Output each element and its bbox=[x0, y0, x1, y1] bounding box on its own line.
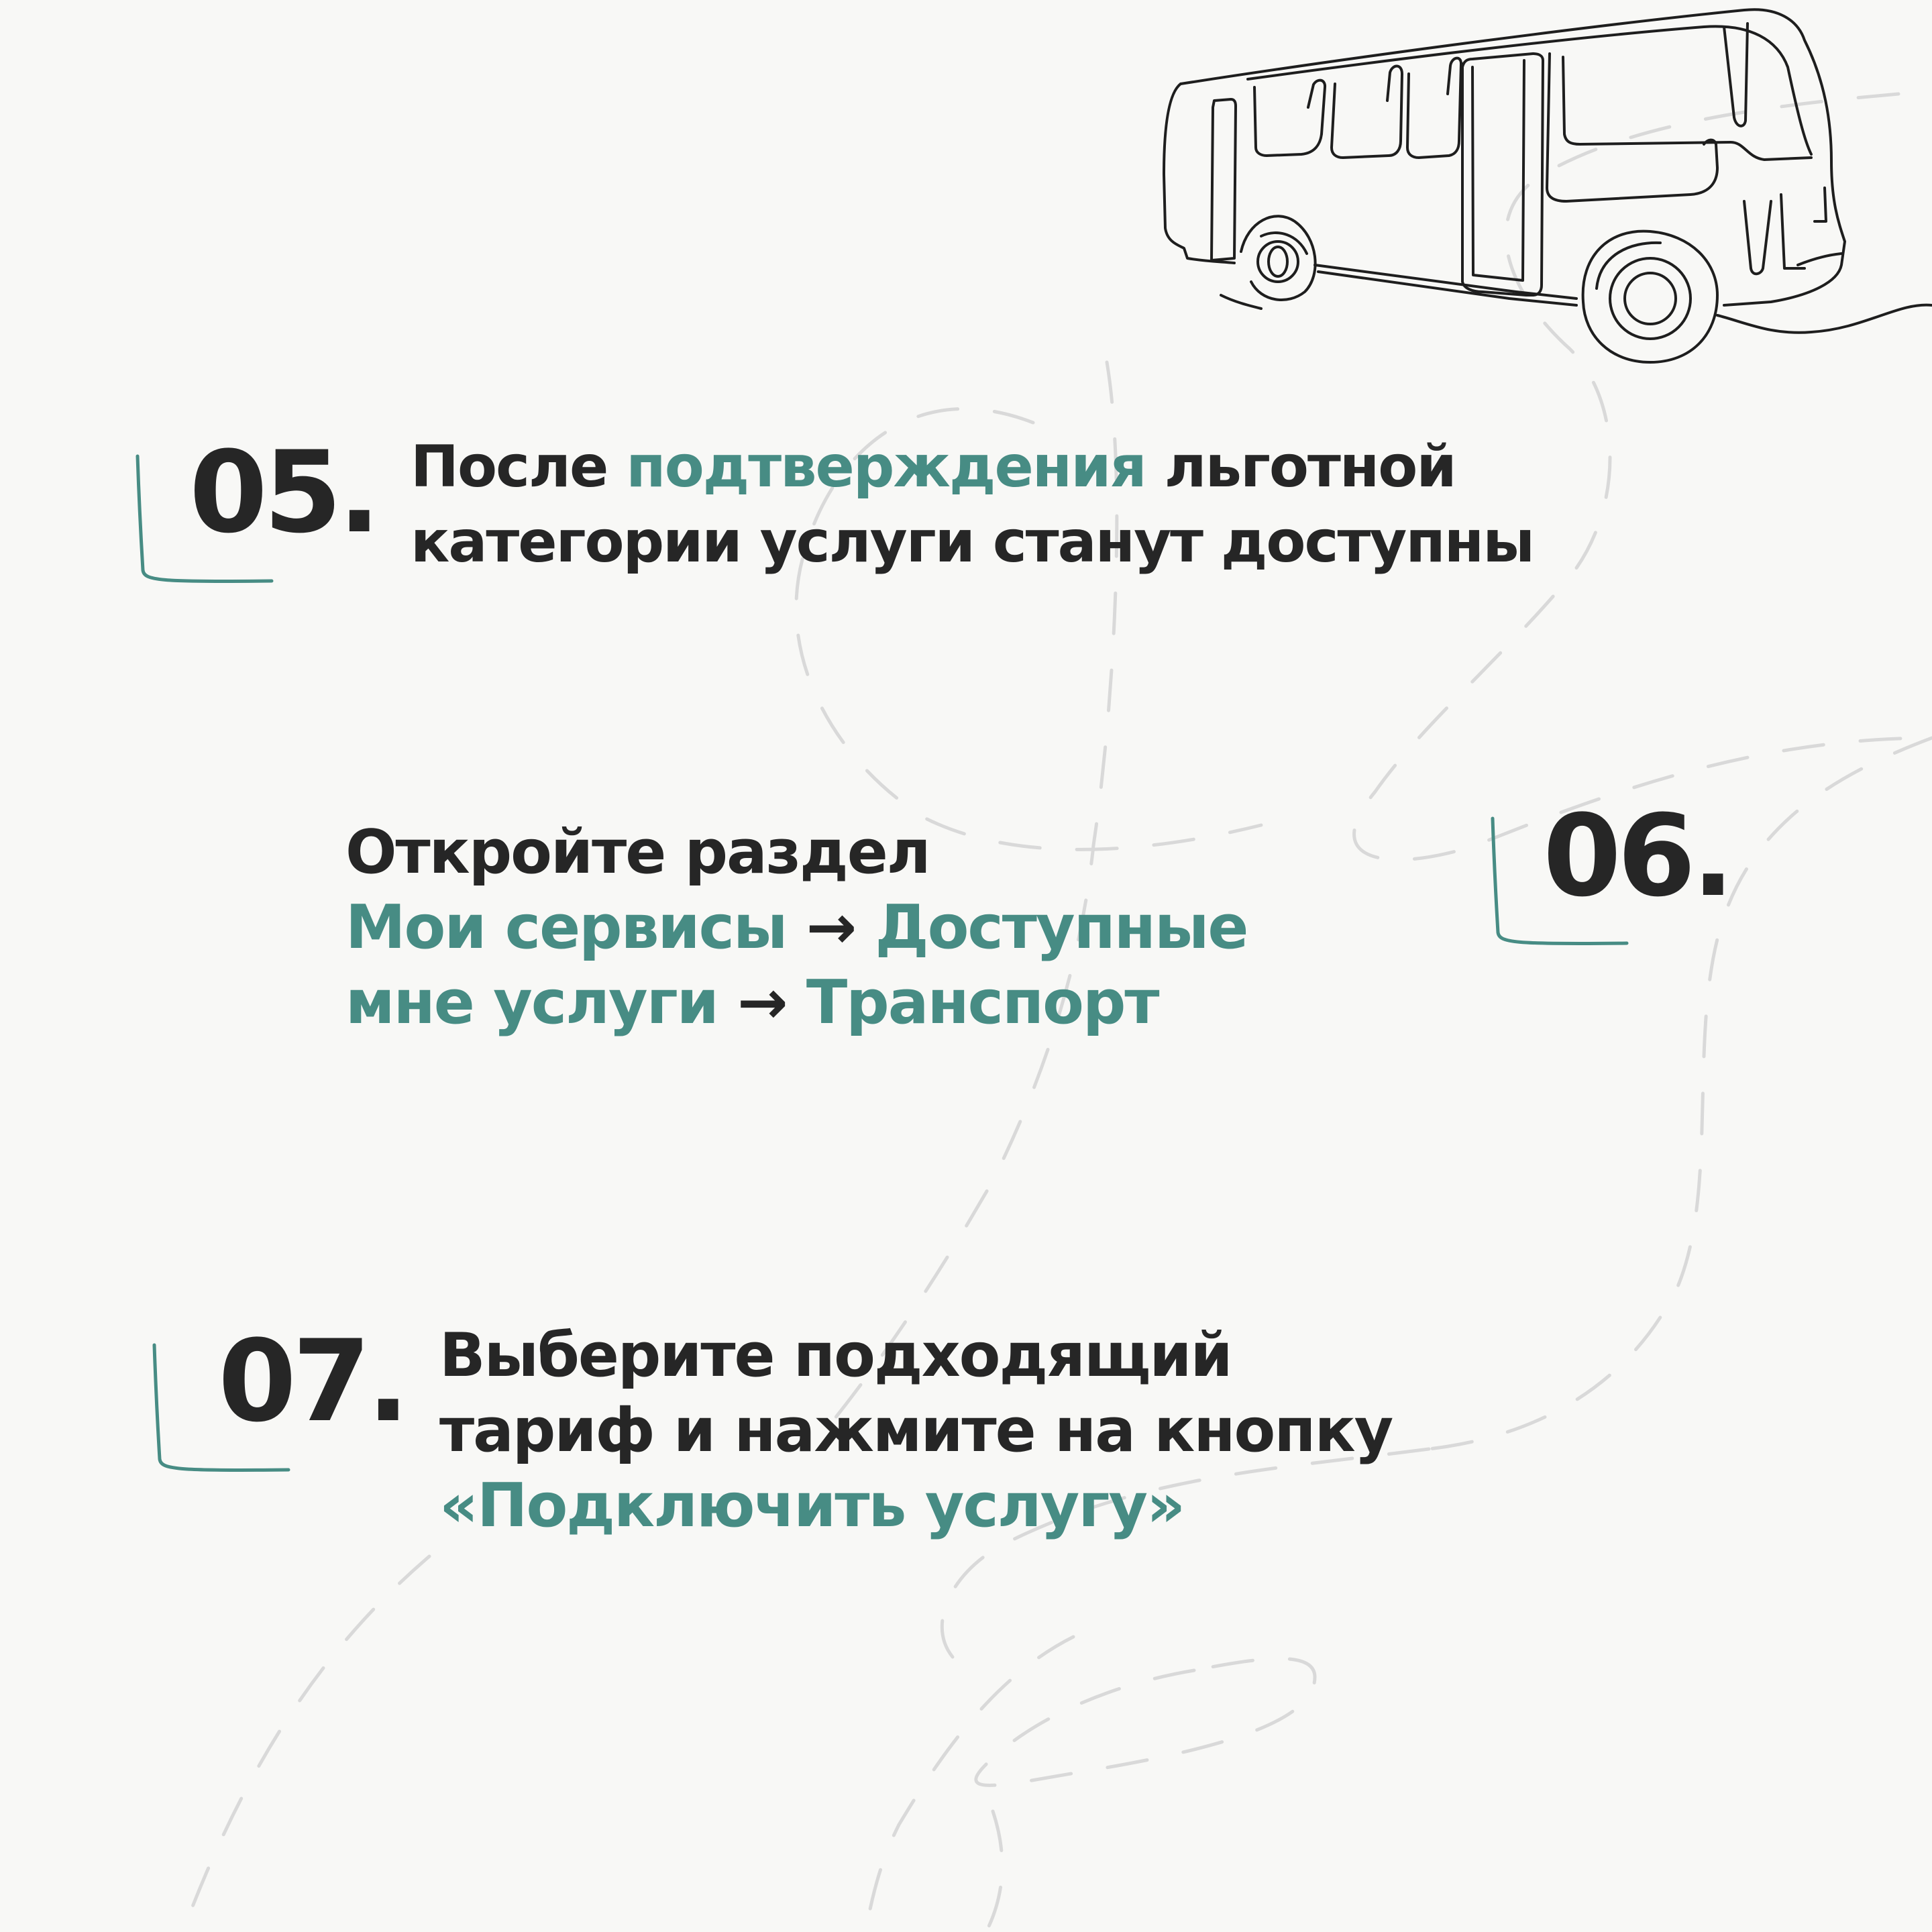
step-05-text bbox=[411, 429, 1534, 580]
step-07-number: 07. bbox=[218, 1316, 406, 1447]
step-06-number: 06. bbox=[1543, 790, 1731, 922]
step-06-line-3: мне услуги → Транспорт bbox=[345, 967, 1159, 1038]
step-05-line-1: После подтверждения льготной bbox=[411, 433, 1456, 500]
step-06-text bbox=[345, 815, 1247, 1040]
step-05-line-2: категории услуги станут доступны bbox=[411, 508, 1534, 576]
step-05-number: 05. bbox=[189, 427, 377, 558]
step-07-text bbox=[439, 1318, 1392, 1544]
step-07-line-2: тариф и нажмите на кнопку bbox=[439, 1395, 1393, 1466]
step-06-line-2: Мои сервисы → Доступные bbox=[345, 892, 1248, 963]
step-07-line-1: Выберите подходящий bbox=[439, 1320, 1232, 1391]
step-06-line-1: Откройте раздел bbox=[345, 817, 930, 888]
step-07-line-3: «Подключить услугу» bbox=[439, 1470, 1185, 1541]
